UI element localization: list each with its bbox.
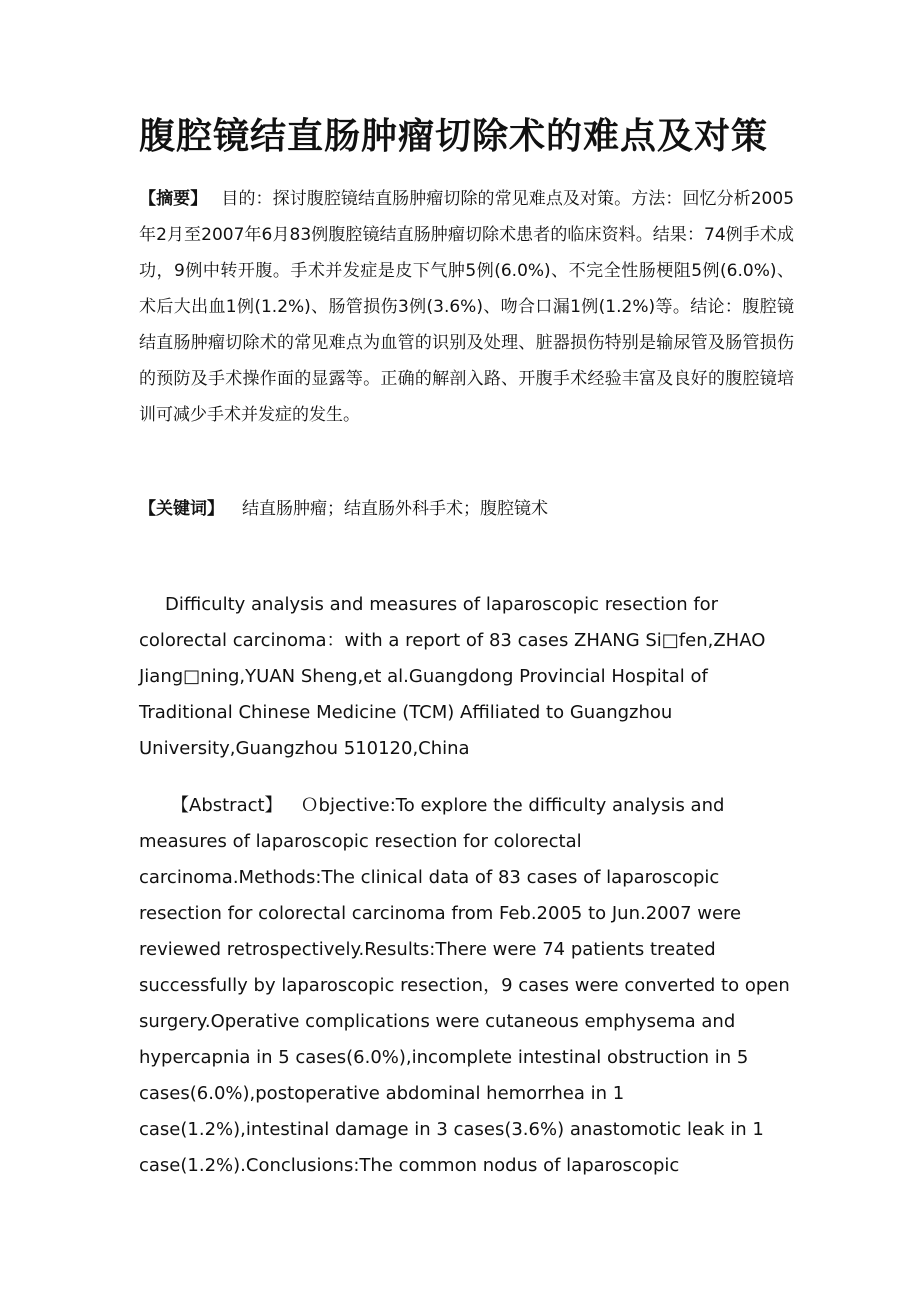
abstract-label-cn: 【摘要】 xyxy=(139,189,208,209)
keywords-label-cn: 【关键词】 xyxy=(139,499,224,519)
abstract-text-cn: 目的：探讨腹腔镜结直肠肿瘤切除的常见难点及对策。方法：回忆分析2005年2月至2007年6月83例腹腔镜结直肠肿瘤切除术患者的临床资料。结果：74例手术成功，9例中转开腹。手术并发症是皮下气肿5例(6.0%)、不完全性肠梗阻5例(6.0%)、术后大出血1例(1.2%)、肠管损伤3例(3.6%)、吻合口漏1例(1.2%)等。结论：腹腔镜结直肠肿瘤切除术的常见难点为血管的识别及处理、脏器损伤特别是输尿管及肠管损伤的预防及手术操作面的显露等。正确的解剖入路、开腹手术经验丰富及良好的腹腔镜培训可减少手术并发症的发生。 xyxy=(139,189,795,425)
chinese-keywords xyxy=(139,491,794,527)
chinese-abstract xyxy=(139,181,794,433)
abstract-label-en: 【Abstract】 xyxy=(171,795,283,816)
english-abstract xyxy=(139,788,799,1184)
article-title: 腹腔镜结直肠肿瘤切除术的难点及对策 xyxy=(139,115,769,157)
keywords-text-cn: 结直肠肿瘤；结直肠外科手术；腹腔镜术 xyxy=(242,499,548,519)
english-title-block xyxy=(139,587,799,767)
english-title-text: Difficulty analysis and measures of laparoscopic resection for colorectal carcinoma：with a report of 83 cases ZHANG Si□fen,ZHAO Jiang□ning,YUAN Sheng,et al.Guangdong Provincial Hospital of Traditional Chinese Medicine (TCM) Affiliated to Guangzhou University,Guangzhou 510120,China xyxy=(139,594,766,759)
abstract-text-en: Ｏbjective:To explore the difficulty analysis and measures of laparoscopic resection for colorectal carcinoma.Methods:The clinical data of 83 cases of laparoscopic resection for colorectal carcinoma from Feb.2005 to Jun.2007 were reviewed retrospectively.Results:There were 74 patients treated successfully by laparoscopic resection，9 cases were converted to open surgery.Operative complications were cutaneous emphysema and hypercapnia in 5 cases(6.0%),incomplete intestinal obstruction in 5 cases(6.0%),postoperative abdominal hemorrhea in 1 case(1.2%),intestinal damage in 3 cases(3.6%) anastomotic leak in 1 case(1.2%).Conclusions:The common nodus of laparoscopic xyxy=(139,795,790,1176)
